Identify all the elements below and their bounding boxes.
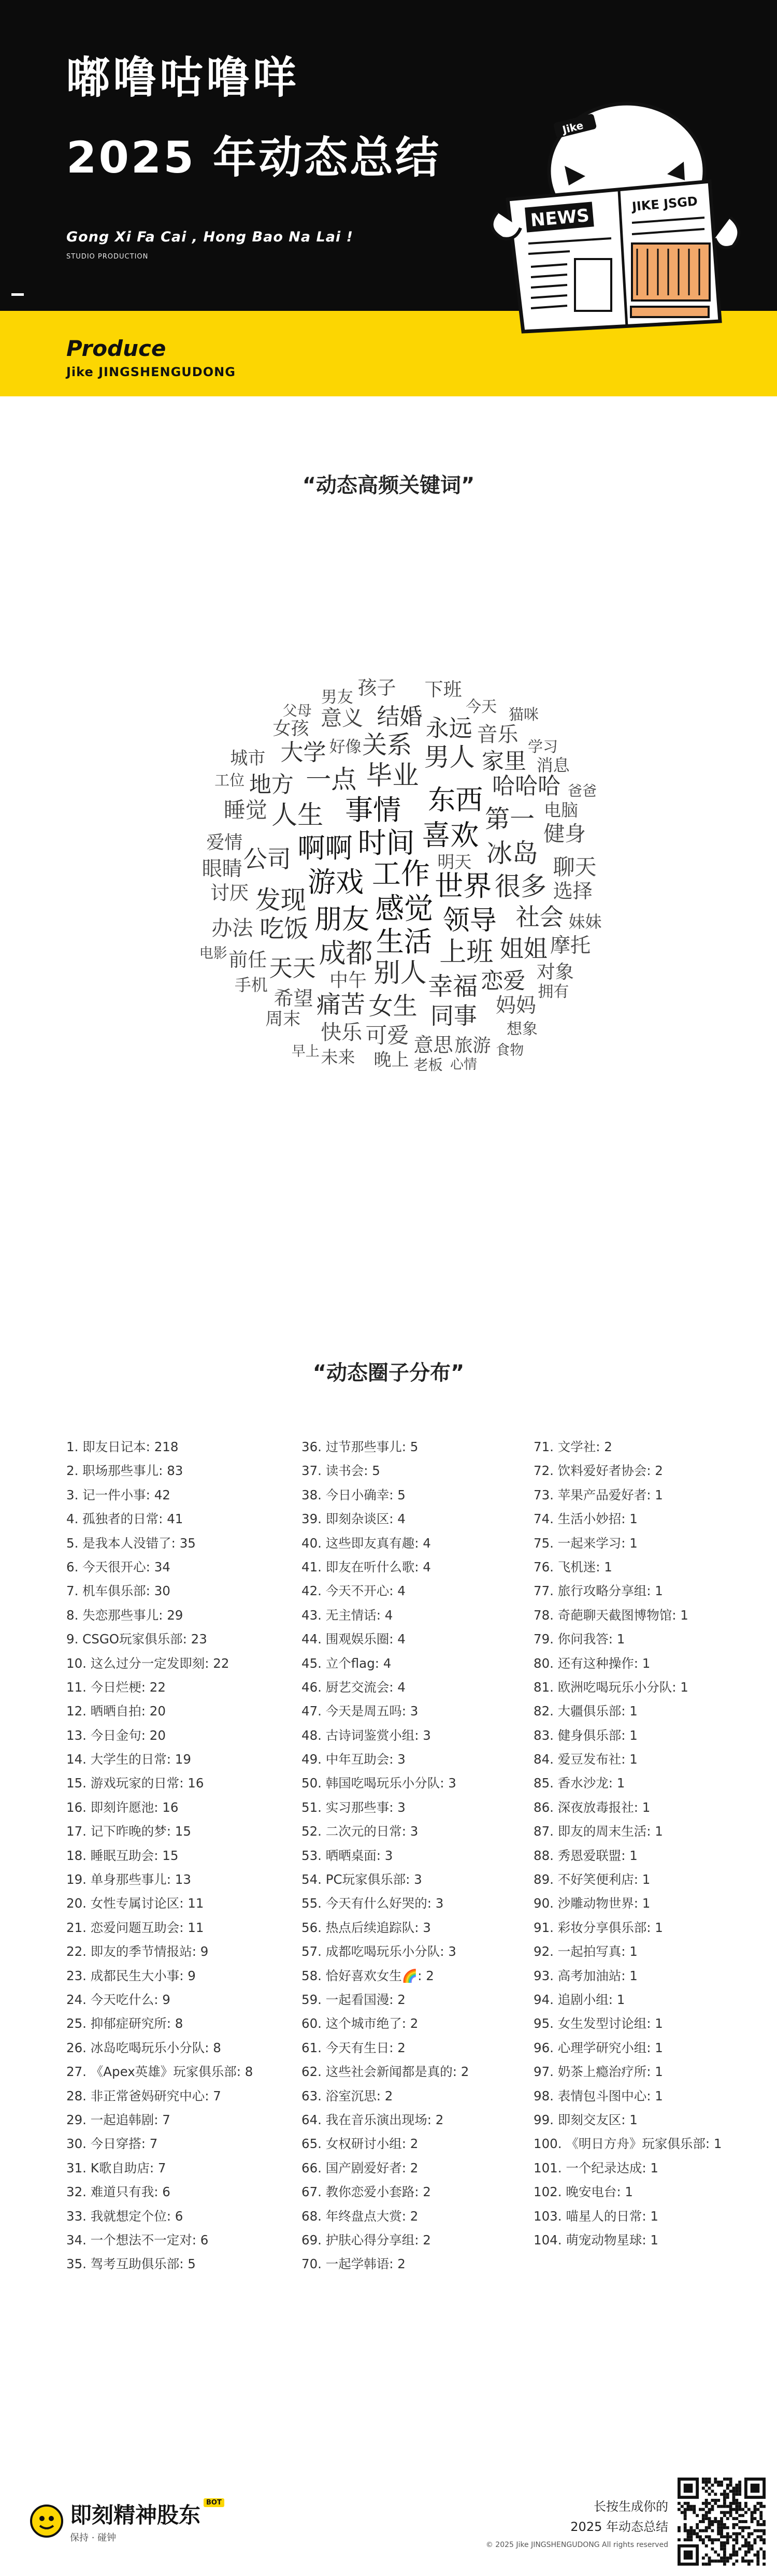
keyword-word: 前任: [228, 949, 267, 971]
keyword-word: 对象: [536, 961, 574, 983]
keyword-word: 女孩: [272, 718, 309, 739]
circle-list-item: 55. 今天有什么好哭的: 3: [301, 1896, 444, 1911]
keyword-word: 电影: [199, 946, 227, 962]
keyword-word: 很多: [495, 871, 547, 902]
circle-list-item: 41. 即友在听什么歌: 4: [301, 1559, 431, 1575]
keyword-word: 妈妈: [495, 994, 536, 1018]
circle-list-item: 51. 实习那些事: 3: [301, 1799, 406, 1815]
keyword-word: 选择: [553, 880, 593, 903]
circle-list-item: 4. 孤独者的日常: 41: [66, 1511, 183, 1527]
circle-list-item: 103. 喵星人的日常: 1: [534, 2208, 658, 2224]
footer-line-2: 2025 年动态总结: [570, 2520, 668, 2534]
circle-list-item: 72. 饮料爱好者协会: 2: [534, 1463, 663, 1479]
circle-list-item: 25. 抑郁症研究所: 8: [66, 2016, 183, 2031]
keyword-word: 讨厌: [210, 881, 249, 904]
keyword-word: 结婚: [377, 704, 423, 731]
circle-list-item: 5. 是我本人没错了: 35: [66, 1535, 196, 1551]
keyword-word: 手机: [234, 975, 268, 995]
circle-list-item: 104. 萌宠动物星球: 1: [534, 2232, 658, 2248]
keyword-word: 父母: [282, 702, 312, 719]
circle-list-item: 88. 秀恩爱联盟: 1: [534, 1848, 638, 1863]
circle-list-item: 16. 即刻许愿池: 16: [66, 1799, 179, 1815]
circle-list-item: 40. 这些即友真有趣: 4: [301, 1535, 431, 1551]
circle-list-item: 45. 立个flag: 4: [301, 1655, 392, 1671]
keyword-word: 发现: [255, 885, 306, 915]
keyword-word: 今天: [466, 697, 497, 716]
circle-list-item: 60. 这个城市绝了: 2: [301, 2016, 419, 2031]
circle-list-item: 92. 一起拍写真: 1: [534, 1944, 638, 1959]
circle-list-item: 17. 记下昨晚的梦: 15: [66, 1824, 191, 1839]
keyword-word: 爱情: [206, 832, 243, 853]
circle-list-item: 76. 飞机迷: 1: [534, 1559, 612, 1575]
keyword-word: 学习: [527, 737, 558, 755]
circle-list-item: 15. 游戏玩家的日常: 16: [66, 1776, 204, 1791]
circle-list-item: 2. 职场那些事儿: 83: [66, 1463, 183, 1479]
keyword-word: 男友: [321, 688, 353, 707]
circle-list-item: 10. 这么过分一定发即刻: 22: [66, 1655, 229, 1671]
footer-info: [486, 2496, 668, 2549]
keyword-word: 一点: [306, 765, 357, 794]
circle-list-item: 87. 即友的周末生活: 1: [534, 1824, 663, 1839]
circle-list-item: 53. 晒晒桌面: 3: [301, 1848, 393, 1863]
keyword-word: 恋爱: [481, 968, 526, 994]
keyword-word: 幸福: [428, 972, 478, 1001]
motto-text: Gong Xi Fa Cai , Hong Bao Na Lai !: [66, 229, 353, 245]
circles-section-title: “动态圈子分布”: [312, 1361, 465, 1385]
keyword-word: 妹妹: [568, 911, 602, 932]
keyword-word: 事情: [345, 794, 401, 827]
keyword-word: 痛苦: [316, 991, 365, 1020]
circle-list-item: 68. 年终盘点大赏: 2: [301, 2208, 419, 2224]
keyword-word: 第一: [485, 805, 535, 834]
keyword-word: 可爱: [365, 1023, 409, 1049]
newspaper-news-text: NEWS: [529, 205, 591, 231]
footer-brand-badge: BOT: [204, 2498, 224, 2507]
keyword-word: 感觉: [375, 892, 434, 926]
circle-list-item: 95. 女生发型讨论组: 1: [534, 2016, 663, 2031]
keyword-word: 别人: [373, 958, 427, 989]
circle-list-item: 79. 你问我答: 1: [534, 1632, 625, 1647]
keyword-word: 喜欢: [422, 819, 479, 852]
keyword-word: 东西: [428, 784, 483, 816]
circle-list-item: 6. 今天很开心: 34: [66, 1559, 170, 1575]
keyword-word: 猫咪: [508, 705, 539, 723]
circle-list-item: 7. 机车俱乐部: 30: [66, 1583, 170, 1599]
circle-list-item: 67. 教你恋爱小套路: 2: [301, 2184, 431, 2200]
circle-list-item: 91. 彩妆分享俱乐部: 1: [534, 1920, 663, 1935]
circle-list-item: 99. 即刻交友区: 1: [534, 2112, 638, 2127]
circle-list-item: 98. 表情包斗图中心: 1: [534, 2088, 663, 2103]
circle-list-item: 43. 无主情话: 4: [301, 1607, 393, 1623]
circle-list-item: 78. 奇葩聊天截图博物馆: 1: [534, 1607, 688, 1623]
circle-list-item: 32. 难道只有我: 6: [66, 2184, 170, 2200]
keyword-word: 早上: [291, 1043, 320, 1060]
keyword-word: 世界: [435, 869, 492, 903]
footer-brand-slogan: 保持 · 碰钟: [70, 2532, 117, 2543]
circle-list-item: 46. 厨艺交流会: 4: [301, 1679, 406, 1695]
keywords-section-title: “动态高频关键词”: [302, 474, 475, 497]
circle-list-item: 80. 还有这种操作: 1: [534, 1655, 651, 1671]
keyword-word: 哈哈哈: [492, 773, 561, 800]
circle-list-item: 19. 单身那些事儿: 13: [66, 1872, 191, 1887]
keyword-word: 音乐: [477, 722, 519, 747]
circle-list-item: 90. 沙雕动物世界: 1: [534, 1896, 651, 1911]
keyword-word: 快乐: [321, 1021, 363, 1045]
circle-list-item: 65. 女权研讨小组: 2: [301, 2136, 419, 2152]
circle-list-item: 75. 一起来学习: 1: [534, 1535, 638, 1551]
keyword-word: 姐姐: [499, 934, 548, 963]
circle-list-item: 97. 奶茶上瘾治疗所: 1: [534, 2064, 663, 2080]
hero-dash-mark: [11, 293, 24, 296]
keyword-word: 天天: [269, 954, 316, 982]
keyword-word: 领导: [442, 905, 497, 937]
keyword-word: 办法: [211, 917, 253, 941]
keyword-word: 冰岛: [486, 838, 538, 869]
circle-list-item: 100. 《明日方舟》玩家俱乐部: 1: [534, 2136, 722, 2152]
keyword-word: 大学: [280, 739, 326, 766]
circle-list-item: 18. 睡眠互助会: 15: [66, 1848, 179, 1863]
page-subtitle: 2025 年动态总结: [66, 132, 441, 183]
keyword-word: 健身: [543, 821, 586, 846]
circle-list-item: 31. K歌自助店: 7: [66, 2160, 166, 2176]
circle-list-item: 77. 旅行攻略分享组: 1: [534, 1583, 663, 1599]
keyword-word: 社会: [515, 903, 564, 932]
circle-list-item: 84. 爱豆发布社: 1: [534, 1752, 638, 1767]
footer-logo: [28, 2498, 224, 2544]
keyword-word: 周末: [265, 1009, 301, 1030]
circle-list-item: 63. 浴室沉思: 2: [301, 2088, 393, 2103]
circle-list-item: 44. 围观娱乐圈: 4: [301, 1632, 406, 1647]
keyword-word: 电脑: [543, 800, 578, 821]
keyword-word: 同事: [430, 1001, 477, 1029]
circle-list-item: 102. 晚安电台: 1: [534, 2184, 633, 2200]
circle-column-2: [301, 1435, 535, 2277]
mascot-badge-text: Jike: [561, 119, 585, 136]
circle-list-item: 38. 今日小确幸: 5: [301, 1487, 406, 1502]
keyword-word: 好像: [329, 737, 362, 756]
circle-list-item: 59. 一起看国漫: 2: [301, 1992, 406, 2007]
circle-list-item: 23. 成都民生大小事: 9: [66, 1968, 196, 1983]
circle-list-item: 50. 韩国吃喝玩乐小分队: 3: [301, 1776, 456, 1791]
qr-code[interactable]: [678, 2478, 766, 2566]
circle-list-item: 83. 健身俱乐部: 1: [534, 1727, 638, 1743]
keyword-word: 聊天: [553, 854, 597, 880]
circle-list-item: 33. 我就想定个位: 6: [66, 2208, 183, 2224]
circle-list-item: 37. 读书会: 5: [301, 1463, 380, 1479]
keyword-word: 老板: [413, 1056, 443, 1074]
keyword-word: 游戏: [307, 866, 364, 899]
circle-list-item: 69. 护肤心得分享组: 2: [301, 2232, 431, 2248]
circle-list-item: 93. 高考加油站: 1: [534, 1968, 638, 1983]
circle-list-item: 81. 欧洲吃喝玩乐小分队: 1: [534, 1679, 688, 1695]
circle-list-item: 47. 今天是周五吗: 3: [301, 1704, 419, 1719]
circle-list-item: 42. 今天不开心: 4: [301, 1583, 406, 1599]
page-title: 嘟噜咕噜咩: [66, 52, 300, 103]
keyword-word: 关系: [362, 730, 412, 760]
keyword-word: 摩托: [550, 934, 591, 958]
keyword-word: 未来: [321, 1047, 355, 1068]
footer-copyright: © 2025 Jike JINGSHENGUDONG All rights reserved: [485, 2541, 668, 2549]
circle-list-item: 26. 冰岛吃喝玩乐小分队: 8: [66, 2040, 221, 2055]
circle-list-item: 8. 失恋那些事儿: 29: [66, 1607, 183, 1623]
keyword-word: 女生: [368, 992, 418, 1021]
circle-list-item: 89. 不好笑便利店: 1: [534, 1872, 651, 1887]
keyword-word: 朋友: [314, 903, 369, 935]
studio-label: STUDIO PRODUCTION: [66, 253, 149, 261]
circle-list-item: 27. 《Apex英雄》玩家俱乐部: 8: [66, 2064, 253, 2080]
keyword-word: 明天: [437, 851, 472, 872]
keyword-word: 食物: [496, 1042, 524, 1059]
circle-list-item: 57. 成都吃喝玩乐小分队: 3: [301, 1944, 456, 1959]
keyword-word: 中午: [329, 970, 367, 992]
circle-list-item: 73. 苹果产品爱好者: 1: [534, 1487, 663, 1502]
circle-list-item: 11. 今日烂梗: 22: [66, 1679, 166, 1695]
circle-list-item: 35. 驾考互助俱乐部: 5: [66, 2256, 196, 2272]
circle-list-item: 56. 热点后续追踪队: 3: [301, 1920, 431, 1935]
circle-list-item: 66. 国产剧爱好者: 2: [301, 2160, 419, 2176]
keyword-word: 毕业: [366, 761, 419, 792]
circle-list-item: 54. PC玩家俱乐部: 3: [301, 1872, 422, 1887]
circle-list-item: 22. 即友的季节情报站: 9: [66, 1944, 209, 1959]
circle-list-item: 24. 今天吃什么: 9: [66, 1992, 170, 2007]
keyword-word: 消息: [536, 755, 570, 775]
keyword-word: 下班: [424, 679, 462, 701]
circle-list-item: 49. 中年互助会: 3: [301, 1752, 406, 1767]
circle-list-item: 34. 一个想法不一定对: 6: [66, 2232, 209, 2248]
mascot-reading-newspaper-illustration: [477, 93, 767, 337]
keyword-word: 意思: [413, 1033, 453, 1056]
keyword-word: 吃饭: [260, 915, 309, 944]
keyword-word: 晚上: [373, 1050, 409, 1071]
keyword-word: 成都: [319, 938, 373, 969]
circle-list-item: 48. 古诗词鉴赏小组: 3: [301, 1727, 431, 1743]
keyword-word: 男人: [424, 742, 475, 772]
keyword-word: 时间: [357, 826, 415, 860]
circle-list-item: 39. 即刻杂谈区: 4: [301, 1511, 406, 1527]
keyword-word: 孩子: [357, 677, 396, 699]
keyword-word: 眼睛: [202, 857, 242, 881]
keyword-word: 意义: [321, 705, 364, 731]
keyword-word: 希望: [274, 986, 313, 1010]
produce-credit: Jike JINGSHENGUDONG: [66, 365, 236, 379]
circle-list-item: 86. 深夜放毒报社: 1: [534, 1799, 651, 1815]
footer-line-1: 长按生成你的: [594, 2499, 668, 2514]
circle-list-item: 74. 生活小妙招: 1: [534, 1511, 638, 1527]
circle-list-item: 58. 恰好喜欢女生🌈: 2: [301, 1968, 434, 1983]
circle-list-item: 52. 二次元的日常: 3: [301, 1824, 419, 1839]
keyword-word-cloud: [60, 539, 743, 1212]
keyword-word: 家里: [482, 748, 526, 775]
circle-list-item: 36. 过节那些事儿: 5: [301, 1439, 419, 1454]
circle-list-item: 71. 文学社: 2: [534, 1439, 612, 1454]
keyword-word: 旅游: [454, 1035, 491, 1056]
circle-list-item: 85. 香水沙龙: 1: [534, 1776, 625, 1791]
footer-brand-name: 即刻精神股东: [70, 2502, 201, 2528]
circle-list-item: 13. 今日金句: 20: [66, 1727, 166, 1743]
keyword-word: 生活: [376, 925, 432, 958]
keyword-word: 心情: [450, 1056, 477, 1072]
circle-list-item: 64. 我在音乐演出现场: 2: [301, 2112, 444, 2127]
circle-column-1: [66, 1435, 299, 2277]
circle-list-item: 1. 即友日记本: 218: [66, 1439, 179, 1454]
circle-list-item: 12. 晒晒自拍: 20: [66, 1704, 166, 1719]
keyword-word: 人生: [271, 800, 324, 831]
keyword-word: 工作: [371, 857, 430, 891]
circle-list-item: 30. 今日穿搭: 7: [66, 2136, 158, 2152]
circle-list-item: 29. 一起追韩剧: 7: [66, 2112, 170, 2127]
circle-list-item: 70. 一起学韩语: 2: [301, 2256, 406, 2272]
keyword-word: 上班: [439, 937, 494, 968]
keyword-word: 拥有: [538, 982, 569, 1001]
brand-logo-icon: [28, 2503, 65, 2539]
circle-list-item: 3. 记一件小事: 42: [66, 1487, 170, 1502]
circle-list-item: 101. 一个纪录达成: 1: [534, 2160, 658, 2176]
keyword-word: 公司: [243, 845, 291, 873]
circle-column-3: [534, 1435, 767, 2252]
keyword-word: 城市: [230, 748, 266, 769]
circle-list-item: 62. 这些社会新闻都是真的: 2: [301, 2064, 469, 2080]
keyword-word: 永远: [425, 714, 472, 742]
circle-list-item: 20. 女性专属讨论区: 11: [66, 1896, 204, 1911]
circle-list-item: 61. 今天有生日: 2: [301, 2040, 406, 2055]
circle-list-item: 9. CSGO玩家俱乐部: 23: [66, 1632, 207, 1647]
keyword-word: 睡觉: [223, 797, 267, 823]
circle-list-item: 14. 大学生的日常: 19: [66, 1752, 191, 1767]
circle-list-item: 28. 非正常爸妈研究中心: 7: [66, 2088, 221, 2103]
circle-list-item: 96. 心理学研究小组: 1: [534, 2040, 663, 2055]
keyword-word: 爸爸: [567, 782, 597, 799]
keyword-word: 啊啊: [297, 833, 353, 865]
keyword-word: 工位: [214, 771, 245, 790]
circle-list-item: 94. 追剧小组: 1: [534, 1992, 625, 2007]
keyword-word: 想象: [507, 1020, 538, 1039]
circle-list-item: 82. 大疆俱乐部: 1: [534, 1704, 638, 1719]
keyword-word: 地方: [249, 771, 294, 798]
produce-label: Produce: [66, 336, 166, 361]
newspaper-brand-text: JIKE JSGD: [631, 194, 698, 214]
circle-list-item: 21. 恋爱问题互助会: 11: [66, 1920, 204, 1935]
